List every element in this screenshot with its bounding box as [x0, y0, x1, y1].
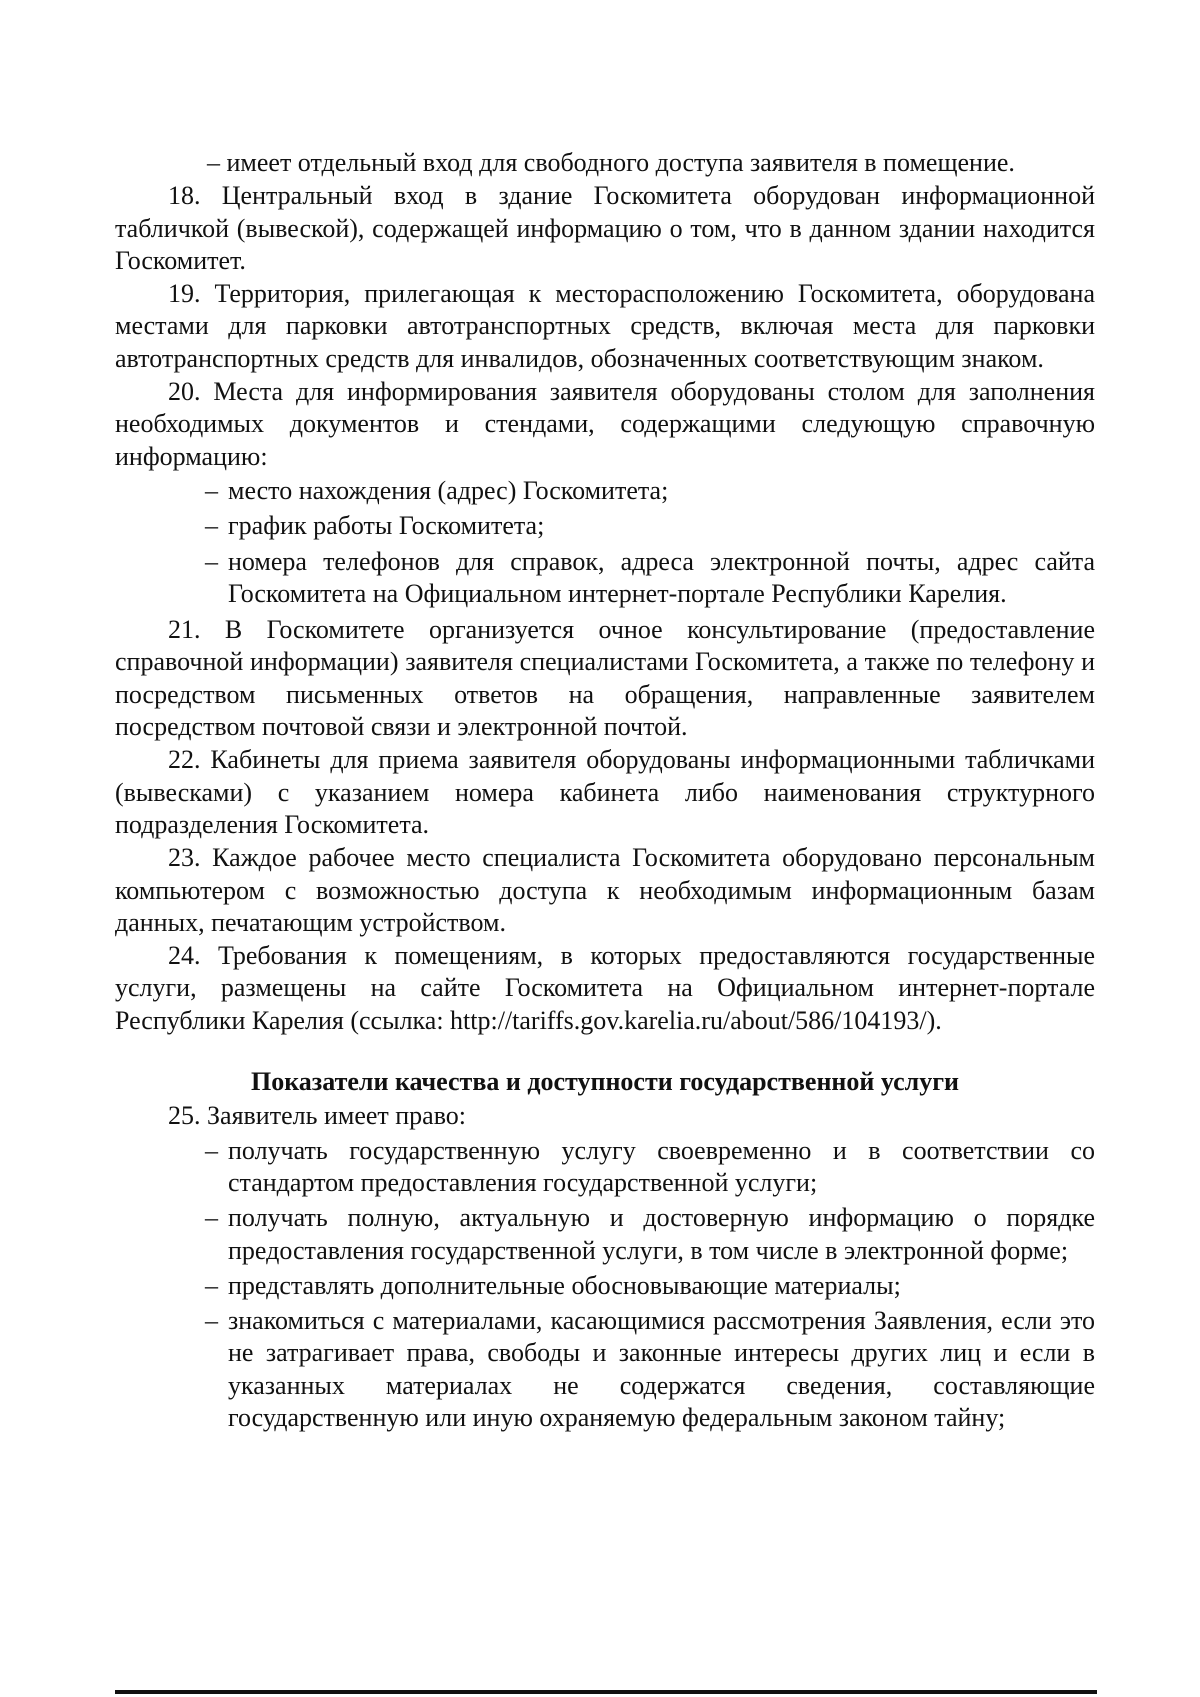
dash-marker: – — [205, 1306, 218, 1336]
paragraph-21: 21. В Госкомитете организуется очное консультирование (предоставление справочной информации) заявителя специалистами Госкомитета, а также по телефону и посредством письменных ответов на обращения, направленные заявителем посредством почтовой связи и электронной почтой. — [115, 615, 1095, 742]
paragraph-24: 24. Требования к помещениям, в которых предоставляются государственные услуги, размещены на сайте Госкомитета на Официальном интернет-портале Республики Карелия (ссылка: http://tariffs.gov.karelia.ru/about/586/104193/). — [115, 941, 1095, 1035]
list-item: – получать государственную услугу своевременно и в соответствии со стандартом предоставления государственной услуги; — [205, 1135, 1095, 1197]
paragraph-20: 20. Места для информирования заявителя оборудованы столом для заполнения необходимых документов и стендами, содержащими следующую справочную информацию: — [115, 377, 1095, 471]
dash-marker: – — [205, 1135, 218, 1165]
dash-marker: – — [205, 546, 218, 576]
list-item-separate-entrance: – имеет отдельный вход для свободного доступа заявителя в помещение. — [207, 148, 1015, 177]
list-item: – представлять дополнительные обосновывающие материалы; — [115, 1270, 1095, 1302]
section-heading: Показатели качества и доступности государственной услуги — [250, 1067, 960, 1097]
paragraph-22: 22. Кабинеты для приема заявителя оборудованы информационными табличками (вывесками) с указанием номера кабинета либо наименования структурного подразделения Госкомитета. — [115, 745, 1095, 839]
list-item: – график работы Госкомитета; — [115, 510, 1095, 542]
document-page — [115, 147, 1095, 1438]
paragraph-23: 23. Каждое рабочее место специалиста Госкомитета оборудовано персональным компьютером с возможностью доступа к необходимым информационным базам данных, печатающим устройством. — [115, 843, 1095, 937]
dash-marker: – — [205, 1203, 218, 1233]
paragraph-19: 19. Территория, прилегающая к месторасположению Госкомитета, оборудована местами для парковки автотранспортных средств, включая места для парковки автотранспортных средств для инвалидов, обозначенных соответствующим знаком. — [115, 279, 1095, 373]
list-item: – место нахождения (адрес) Госкомитета; — [115, 475, 1095, 507]
list-item: – номера телефонов для справок, адреса электронной почты, адрес сайта Госкомитета на Официальном интернет-портале Республики Карелия. — [205, 546, 1095, 608]
dash-marker: – — [205, 511, 218, 541]
paragraph-18: 18. Центральный вход в здание Госкомитета оборудован информационной табличкой (вывеской), содержащей информацию о том, что в данном здании находится Госкомитет. — [115, 181, 1095, 275]
paragraph-25-list — [115, 1135, 1095, 1435]
dash-marker: – — [205, 475, 218, 505]
paragraph-20-list — [115, 475, 1095, 610]
dash-marker: – — [205, 1270, 218, 1300]
list-item: – знакомиться с материалами, касающимися рассмотрения Заявления, если это не затрагивает права, свободы и законные интересы других лиц и если в указанных материалах не содержатся сведения, составляющие государственную или иную охраняемую федеральным законом тайну; — [205, 1306, 1095, 1432]
footer-rule — [115, 1690, 1097, 1694]
list-item: – получать полную, актуальную и достоверную информацию о порядке предоставления государственной услуги, в том числе в электронной форме; — [205, 1203, 1095, 1265]
paragraph-25: 25. Заявитель имеет право: — [168, 1101, 467, 1131]
